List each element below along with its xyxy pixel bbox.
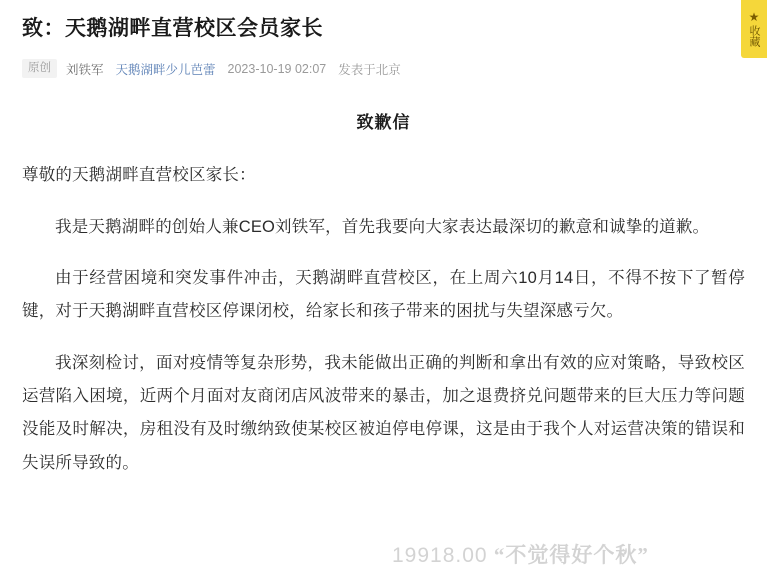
watermark-text: “不觉得好个秋”: [493, 543, 649, 567]
paragraph: 由于经营困境和突发事件冲击，天鹅湖畔直营校区，在上周六10月14日，不得不按下了暂停键，对于天鹅湖畔直营校区停课闭校，给家长和孩子带来的困扰与失望深感亏欠。: [22, 268, 745, 321]
meta-author: 刘铁军: [66, 62, 104, 77]
paragraph-salutation: 尊敬的天鹅湖畔直营校区家长：: [22, 166, 256, 185]
paragraph: 我深刻检讨，面对疫情等复杂形势，我未能做出正确的判断和拿出有效的应对策略，导致校区运营陷入困境，近两个月面对友商闭店风波带来的暴击，加之退费挤兑问题带来的巨大压力等问题没能及时解决，房租没有及时缴纳致使某校区被迫停电停课，这是由于我个人对运营决策的错误和失误所导致的。: [22, 353, 745, 472]
favorite-label: 收藏: [748, 25, 761, 47]
meta-location: 发表于北京: [338, 62, 401, 77]
article-body: [22, 159, 745, 480]
paragraph: 我是天鹅湖畔的创始人兼CEO刘铁军，首先我要向大家表达最深切的歉意和诚挚的道歉。: [55, 217, 710, 236]
watermark: [392, 539, 649, 569]
star-icon: ★: [748, 10, 760, 24]
page-title: 致：天鹅湖畔直营校区会员家长: [22, 17, 323, 40]
watermark-id: 19918.00: [392, 544, 488, 567]
favorite-button[interactable]: [741, 0, 767, 58]
letter-heading: 致歉信: [356, 113, 411, 133]
meta-datetime: 2023-10-19 02:07: [227, 61, 327, 76]
meta-account-link[interactable]: 天鹅湖畔少儿芭蕾: [115, 62, 216, 77]
status-badge: 原创: [22, 59, 57, 78]
article-meta: [22, 59, 745, 78]
